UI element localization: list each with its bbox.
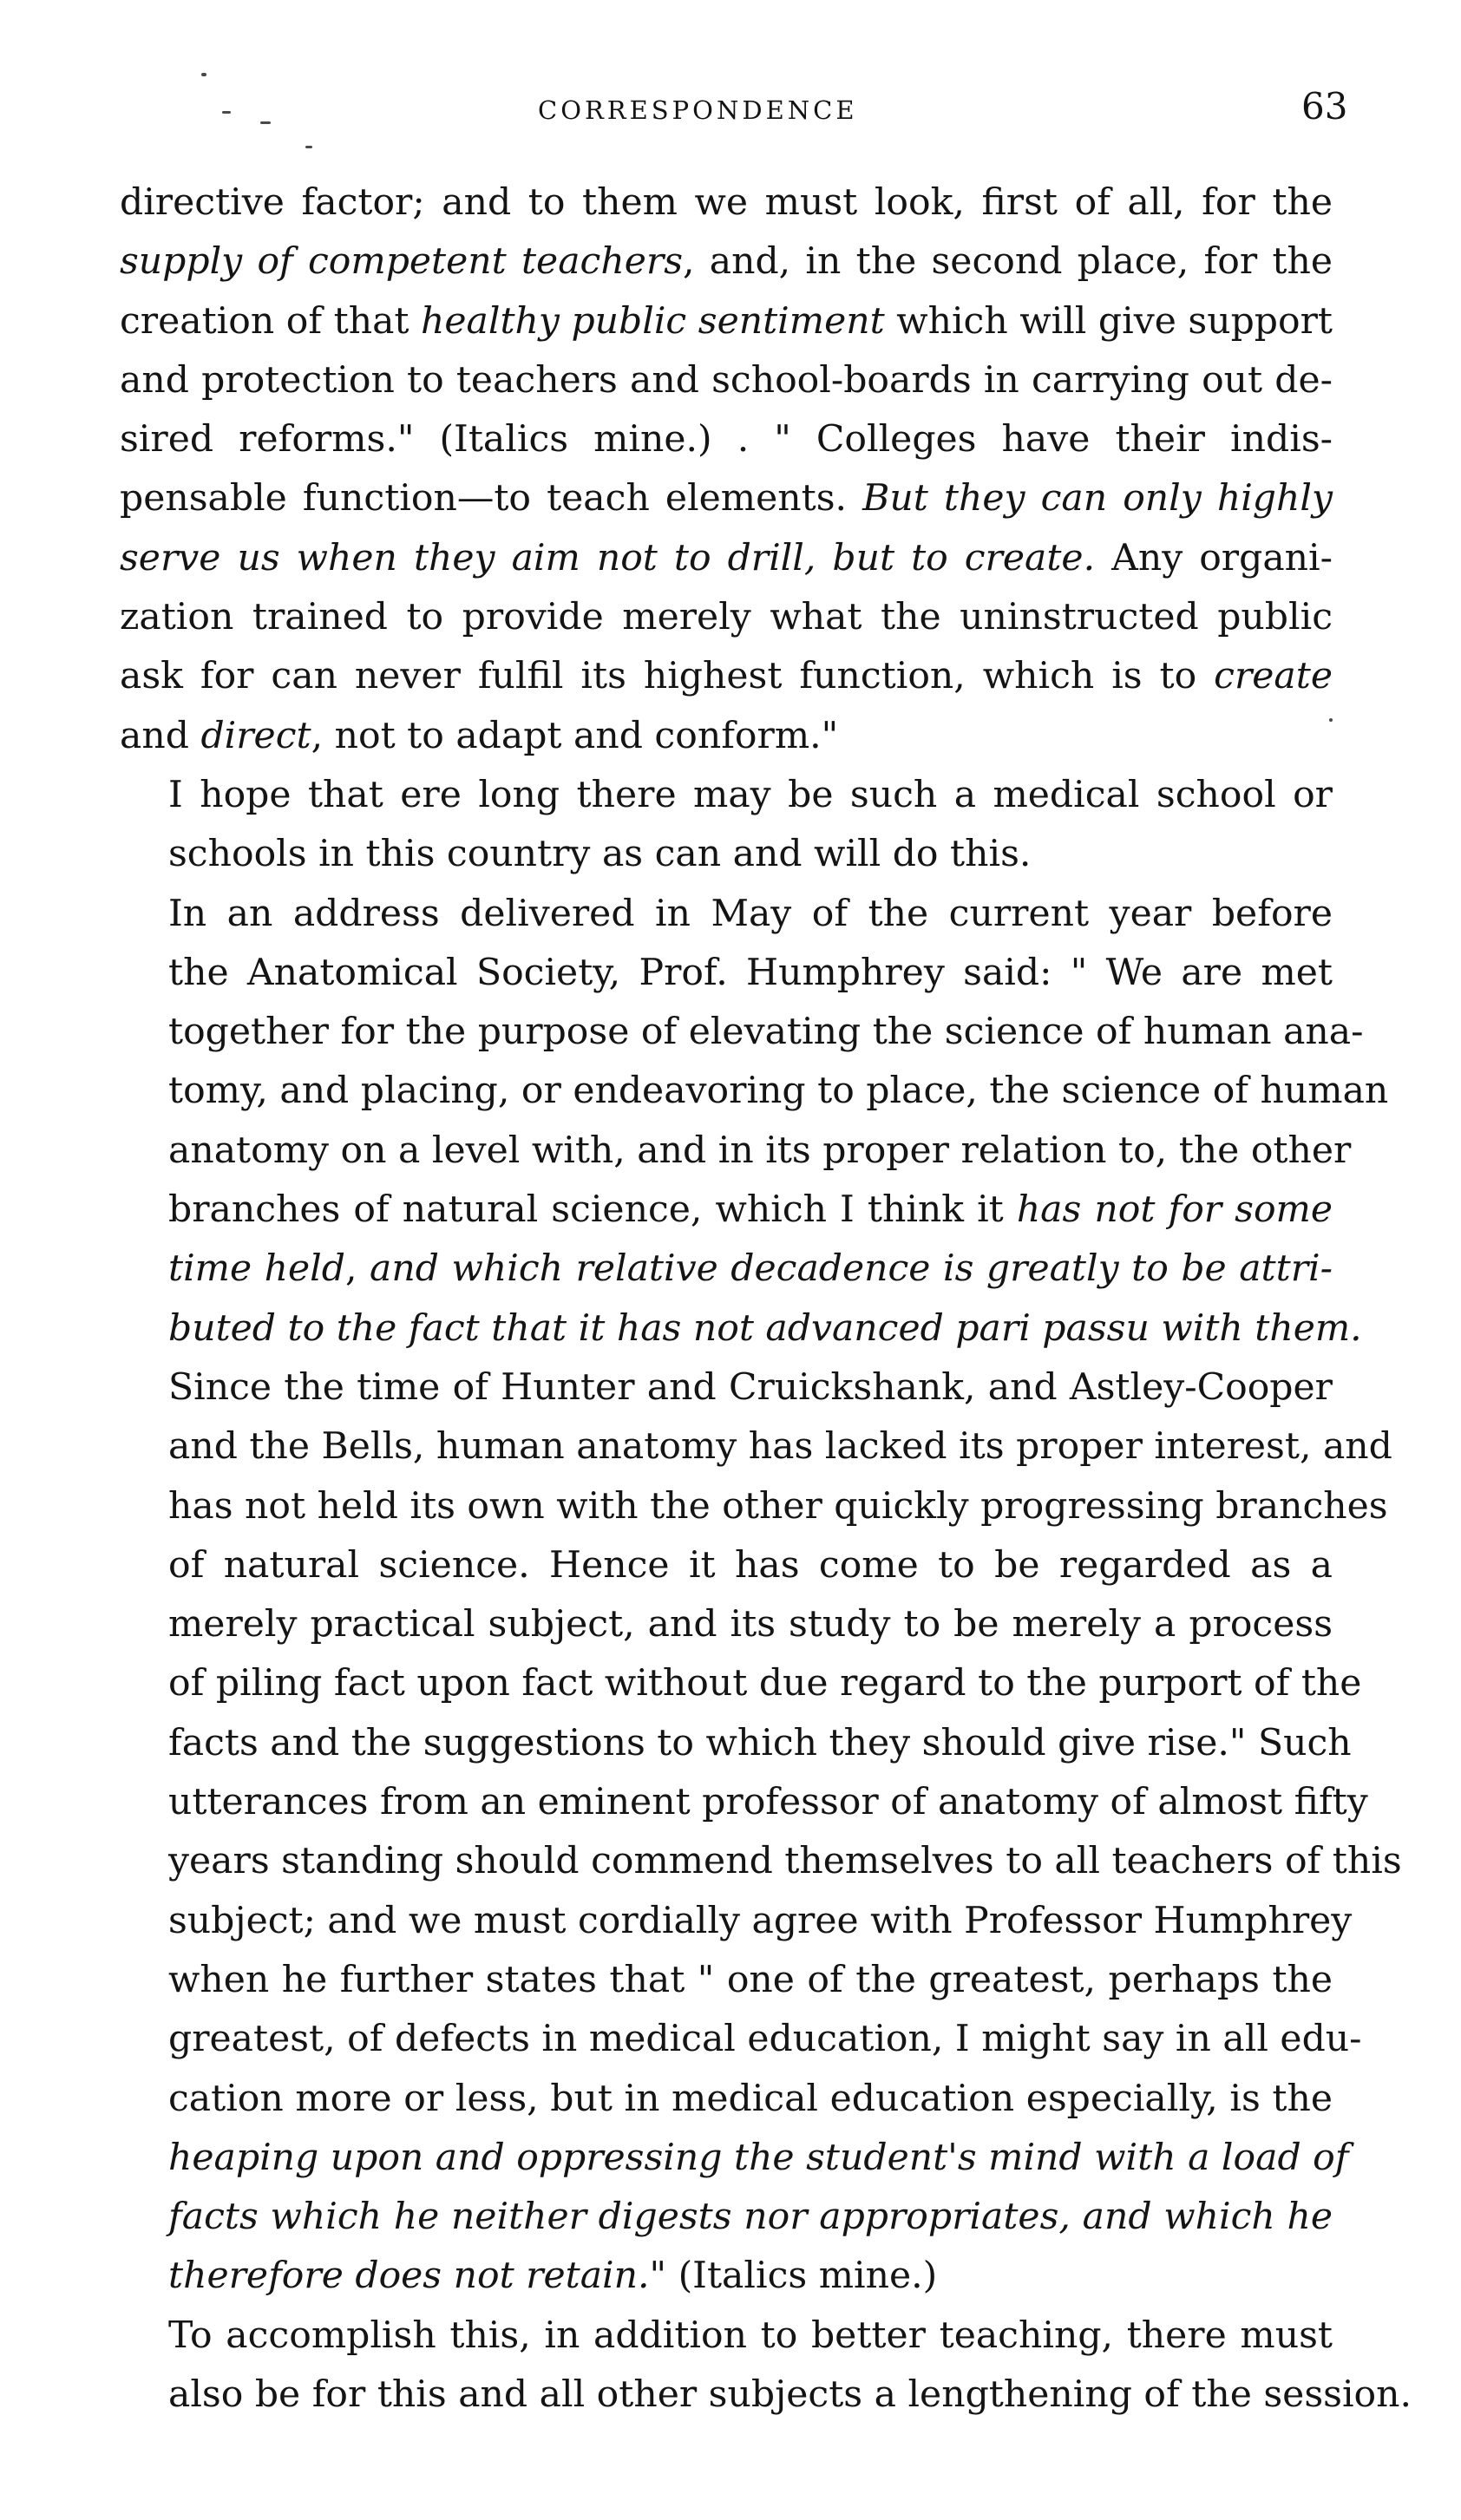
italic-run: therefore does not retain.: [168, 2255, 650, 2298]
print-speck: [222, 111, 231, 114]
text-run: pensable function—to teach elements.: [120, 477, 863, 520]
text-line: [120, 232, 1333, 291]
italic-run: direct: [200, 714, 311, 757]
text-line: [120, 1122, 1352, 1181]
text-run: of natural science. Hence it has come to be regarded as a: [168, 1543, 1333, 1587]
text-line: [120, 2247, 1333, 2306]
text-run: together for the purpose of elevating the science of human ana-: [168, 1011, 1364, 1054]
text-run: greatest, of defects in medical education, I might say in all edu-: [168, 2018, 1362, 2061]
text-run: creation of that: [120, 299, 422, 343]
text-run: ,: [344, 1247, 370, 1291]
page-header: [0, 80, 1461, 141]
text-run: schools in this country as can and will do this.: [168, 833, 1032, 876]
text-run: directive factor; and to them we must look, first of all, for the: [120, 181, 1333, 224]
text-line: [120, 2010, 1362, 2069]
text-line: [120, 2070, 1333, 2129]
text-run: has not held its own with the other quickly progressing branches: [168, 1484, 1388, 1528]
text-run: also be for this and all other subjects a lengthening of the session.: [168, 2373, 1412, 2416]
page-number: 63: [1301, 85, 1348, 128]
text-run: and: [120, 714, 201, 757]
italic-run: heaping upon and oppressing the student's mind with a load of: [168, 2136, 1349, 2179]
text-line: [120, 1299, 1362, 1358]
text-line: [120, 647, 1333, 706]
text-run: of piling fact upon fact without due regard to the purport of the: [168, 1662, 1362, 1705]
text-run: I hope that ere long there may be such a medical school or: [168, 773, 1333, 816]
text-line: [120, 588, 1333, 647]
text-run: cation more or less, but in medical education especially, is the: [168, 2077, 1333, 2120]
text-line: [120, 1358, 1333, 1417]
text-run: facts and the suggestions to which they should give rise." Such: [168, 1721, 1352, 1764]
text-run: tomy, and placing, or endeavoring to place, the science of human: [168, 1070, 1389, 1113]
text-line: [120, 1181, 1333, 1240]
text-run: years standing should commend themselves to all teachers of this: [168, 1840, 1402, 1883]
italic-run: facts which he neither digests nor appropriates, and which he: [168, 2196, 1333, 2239]
text-line: [120, 1773, 1368, 1832]
italic-run: time held: [168, 1247, 345, 1291]
text-line: [120, 469, 1333, 528]
text-line: [120, 2366, 1412, 2425]
text-line: [120, 2129, 1349, 2188]
text-run: In an address delivered in May of the current year before: [168, 892, 1333, 935]
text-line: [120, 1595, 1333, 1654]
paragraph: [120, 2307, 1412, 2425]
text-line: [120, 707, 1333, 766]
italic-run: create: [1214, 655, 1333, 698]
text-line: [120, 1240, 1333, 1299]
text-run: , and, in the second place, for the: [683, 240, 1333, 284]
text-run: To accomplish this, in addition to better teaching, there must: [168, 2314, 1333, 2357]
italic-run: serve us when they aim not to drill, but to create.: [120, 536, 1096, 579]
italic-run: buted to the fact that it has not advanced pari passu with them.: [168, 1306, 1362, 1350]
text-run: zation trained to provide merely what the uninstructed public: [120, 596, 1333, 639]
text-line: [120, 1832, 1402, 1891]
text-run: branches of natural science, which I think it: [168, 1188, 1017, 1232]
text-run: and protection to teachers and school-boards in carrying out de-: [120, 358, 1333, 402]
text-line: [120, 1003, 1364, 1062]
text-run: when he further states that " one of the greatest, perhaps the: [168, 1958, 1333, 2001]
text-line: [120, 2307, 1333, 2366]
body-text: [120, 173, 1412, 2425]
text-line: [120, 1417, 1392, 1476]
paragraph: [120, 885, 1402, 2307]
paragraph: [120, 173, 1333, 766]
text-line: [120, 1062, 1389, 1121]
text-line: [120, 410, 1333, 469]
paragraph: [120, 766, 1333, 885]
text-line: [120, 1714, 1352, 1773]
italic-run: But they can only highly: [862, 477, 1333, 520]
text-run: which will give support: [884, 299, 1333, 343]
print-speck: [260, 121, 271, 124]
print-speck: [305, 146, 312, 148]
text-line: [120, 2188, 1333, 2247]
text-line: [120, 766, 1333, 825]
text-run: sired reforms." (Italics mine.) . " Colleges have their indis-: [120, 418, 1333, 461]
text-run: " (Italics mine.): [649, 2255, 938, 2298]
text-run: subject; and we must cordially agree with Professor Humphrey: [168, 1899, 1353, 1942]
text-line: [120, 944, 1333, 1003]
text-line: [120, 529, 1333, 588]
text-run: , not to adapt and conform.": [311, 714, 839, 757]
text-run: ask for can never fulfil its highest function, which is to: [120, 655, 1215, 698]
text-line: [120, 1536, 1333, 1595]
text-line: [120, 173, 1333, 232]
text-line: [120, 825, 1333, 884]
text-run: and the Bells, human anatomy has lacked its proper interest, and: [168, 1425, 1392, 1469]
italic-run: supply of competent teachers: [120, 240, 683, 284]
print-speck: [201, 73, 206, 76]
text-run: Since the time of Hunter and Cruickshank, and Astley-Cooper: [168, 1365, 1333, 1409]
text-line: [120, 1951, 1333, 2010]
text-run: merely practical subject, and its study to be merely a process: [168, 1603, 1333, 1646]
text-run: utterances from an eminent professor of anatomy of almost fifty: [168, 1781, 1368, 1824]
text-line: [120, 1477, 1388, 1536]
text-run: anatomy on a level with, and in its proper relation to, the other: [168, 1129, 1352, 1172]
text-line: [120, 351, 1333, 410]
italic-run: healthy public sentiment: [421, 299, 885, 343]
text-line: [120, 1654, 1362, 1713]
italic-run: and which relative decadence is greatly to be attri-: [370, 1247, 1333, 1291]
text-line: [120, 292, 1333, 351]
italic-run: has not for some: [1016, 1188, 1333, 1232]
text-run: the Anatomical Society, Prof. Humphrey said: " We are met: [168, 951, 1333, 994]
text-run: Any organi-: [1095, 536, 1333, 579]
running-head: CORRESPONDENCE: [538, 95, 858, 125]
text-line: [120, 885, 1333, 944]
text-line: [120, 1892, 1353, 1951]
